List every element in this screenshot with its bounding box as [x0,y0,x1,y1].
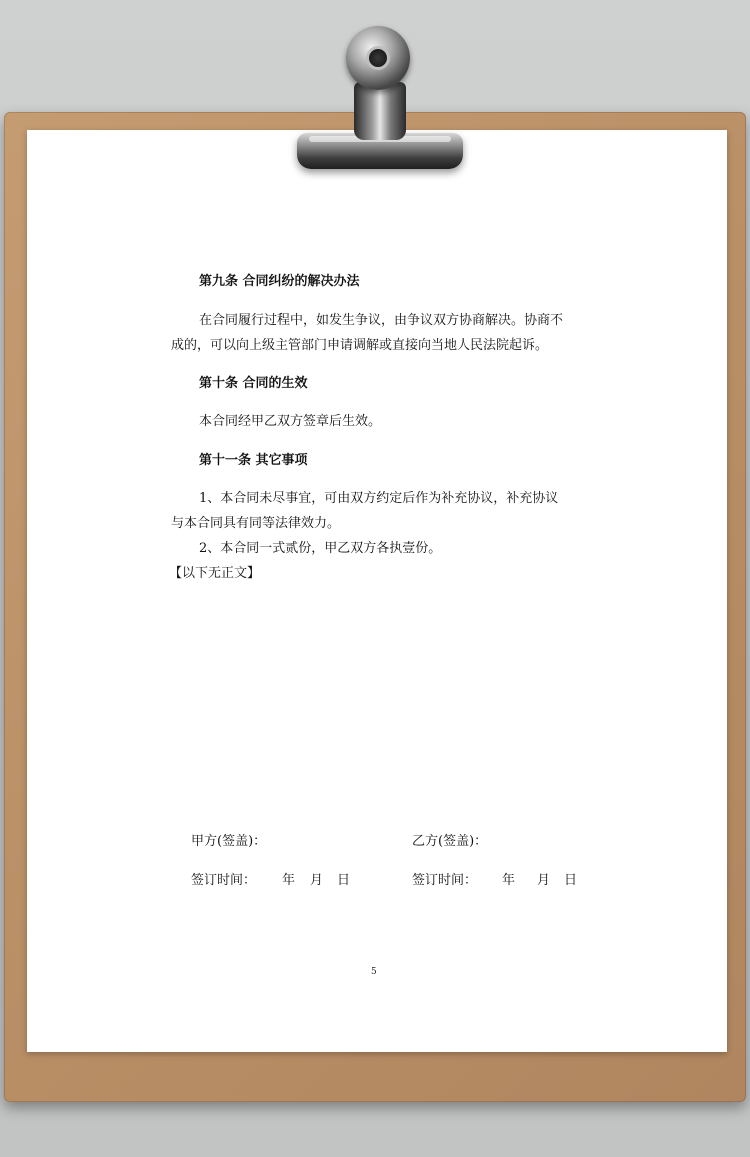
party-b-year-label: 年 [502,873,516,888]
end-of-text-note: 【以下无正文】 [169,566,261,581]
party-a-month-label: 月 [310,873,324,888]
binder-clip-arm [354,82,406,140]
party-b-day-label: 日 [564,873,578,888]
party-b-date-label: 签订时间： [412,873,478,888]
article-11-item1-line2: 与本合同具有同等法律效力。 [171,516,341,531]
party-b-signature-label: 乙方(签盖)： [412,834,488,849]
article-9-heading: 第九条 合同纠纷的解决办法 [199,274,360,289]
article-11-item1-line1: 1、本合同未尽事宜，可由双方约定后作为补充协议，补充协议 [199,491,559,506]
party-b-month-label: 月 [537,873,551,888]
binder-clip-ring [346,26,410,90]
party-a-date-label: 签订时间： [191,873,257,888]
document-page [27,130,727,1052]
article-10-text: 本合同经甲乙双方签章后生效。 [199,414,382,429]
page-number: 5 [371,967,377,977]
party-a-signature-label: 甲方(签盖)： [191,834,267,849]
article-11-item2: 2、本合同一式贰份，甲乙双方各执壹份。 [199,541,442,556]
article-11-heading: 第十一条 其它事项 [199,453,308,468]
article-9-text-line1: 在合同履行过程中，如发生争议，由争议双方协商解决。协商不 [199,313,564,328]
article-9-text-line2: 成的，可以向上级主管部门申请调解或直接向当地人民法院起诉。 [171,338,549,353]
party-a-day-label: 日 [337,873,351,888]
party-a-year-label: 年 [282,873,296,888]
article-10-heading: 第十条 合同的生效 [199,376,308,391]
